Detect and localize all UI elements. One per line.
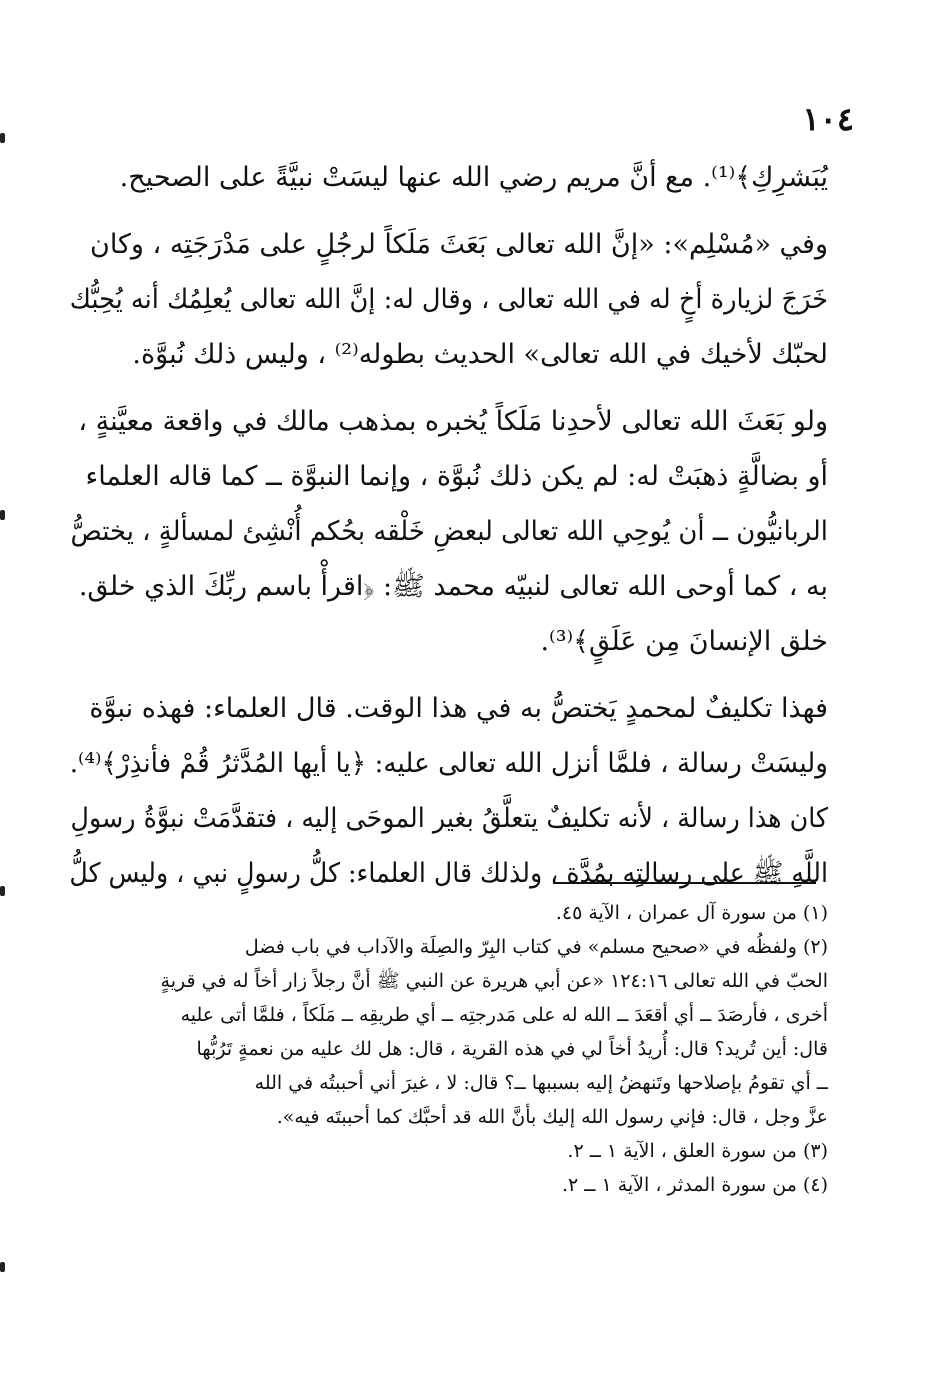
text-line: خلق الإنسانَ مِن عَلَقٍ﴾⁽³⁾.: [540, 626, 828, 657]
scan-edge-mark: [0, 510, 5, 520]
footnote: [62, 1134, 828, 1168]
main-text: [70, 150, 828, 901]
footnote: [62, 930, 828, 1134]
paragraph: [70, 394, 828, 669]
text-line: خَرَجَ لزيارة أخٍ له في الله تعالى ، وقال له: إنَّ الله تعالى يُعلِمُك أنه يُحِبُّك: [69, 284, 828, 315]
text-line: به ، كما أوحى الله تعالى لنبيّه محمد ﷺ: ﴿اقرأْ باسم ربِّكَ الذي خلق.: [78, 571, 828, 602]
page-number: ١٠٤: [802, 100, 854, 138]
scan-edge-mark: [0, 886, 5, 896]
text-line: أو بضالَّةٍ ذهبَتْ له: لم يكن ذلك نُبوَّة ، وإنما النبوَّة ــ كما قاله العلماء: [85, 461, 828, 492]
text-line: لحبّك لأخيك في الله تعالى» الحديث بطوله⁽²⁾ ، وليس ذلك نُبوَّة.: [132, 339, 828, 370]
paragraph: [70, 681, 828, 901]
text-line: اللَّهِ ﷺ على رسالتِه بمُدَّة ، ولذلك قال العلماء: كلُّ رسولٍ نبي ، وليس كلُّ: [69, 858, 828, 889]
text-line: يُبَشرِكِ﴾⁽¹⁾. مع أنَّ مريم رضي الله عنها ليسَتْ نبيَّةً على الصحيح.: [119, 162, 828, 193]
text-line: ولو بَعَثَ الله تعالى لأحدِنا مَلَكاً يُخبره بمذهب مالك في واقعة معيَّنةٍ ،: [78, 406, 828, 437]
footnote-line: (١) من سورة آل عمران ، الآية ٤٥.: [555, 902, 828, 924]
paragraph: [70, 150, 828, 205]
footnote-line: (٢) ولفظُه في «صحيح مسلم» في كتاب البِرّ والصِلَة والآداب في باب فضل: [244, 936, 828, 958]
footnotes: [62, 896, 828, 1202]
text-line: كان هذا رسالة ، لأنه تكليفٌ يتعلَّقُ بغير الموحَى إليه ، فتقدَّمَتْ نبوَّةُ رسولِ: [70, 803, 828, 834]
footnote-separator: [553, 882, 816, 884]
text-line: فهذا تكليفٌ لمحمدٍ يَختصُّ به في هذا الوقت. قال العلماء: فهذه نبوَّة: [89, 693, 828, 724]
text-line: وليسَتْ رسالة ، فلمَّا أنزل الله تعالى عليه: ﴿يا أيها المُدَّثرُ قُمْ فأنذِرْ﴾⁽⁴⁾.: [69, 748, 829, 779]
footnote-line: عزَّ وجل ، قال: فإني رسول الله إليك بأنَّ الله قد أحبَّك كما أحببتَه فيه».: [276, 1106, 828, 1128]
footnote-line: ــ أي تقومُ بإصلاحها وتَنهضُ إليه بسببها ــ؟ قال: لا ، غيرَ أني أحببتُه في الله: [254, 1072, 828, 1094]
scan-edge-mark: [0, 133, 5, 143]
text-line: الربانيُّون ــ أن يُوحِي الله تعالى لبعضِ خَلْقه بحُكم أُنْشِئ لمسألةٍ ، يختصُّ: [70, 516, 828, 547]
footnote: [62, 896, 828, 930]
footnote-line: قال: أين تُريد؟ قال: أُريدُ أخاً لي في هذه القرية ، قال: هل لك عليه من نعمةٍ تَرُبُّها: [196, 1038, 828, 1060]
footnote-line: أخرى ، فأرصَدَ ــ أي أقعَدَ ــ الله له على مَدرجتِه ــ أي طريقِه ــ مَلَكاً ، فلمَّا أتى عليه: [180, 1004, 828, 1026]
footnote-line: الحبّ في الله تعالى ١٢٤:١٦ «عن أبي هريرة عن النبي ﷺ أنَّ رجلاً زار أخاً له في قريةٍ: [160, 970, 828, 992]
scan-edge-mark: [0, 1262, 5, 1272]
footnote: [62, 1168, 828, 1202]
footnote-line: (٤) من سورة المدثر ، الآية ١ ــ ٢.: [561, 1174, 828, 1196]
paragraph: [70, 217, 828, 382]
text-line: وفي «مُسْلِم»: «إنَّ الله تعالى بَعَثَ مَلَكاً لرجُلٍ على مَدْرَجَتِه ، وكان: [90, 229, 828, 260]
footnote-line: (٣) من سورة العلق ، الآية ١ ــ ٢.: [567, 1140, 828, 1162]
